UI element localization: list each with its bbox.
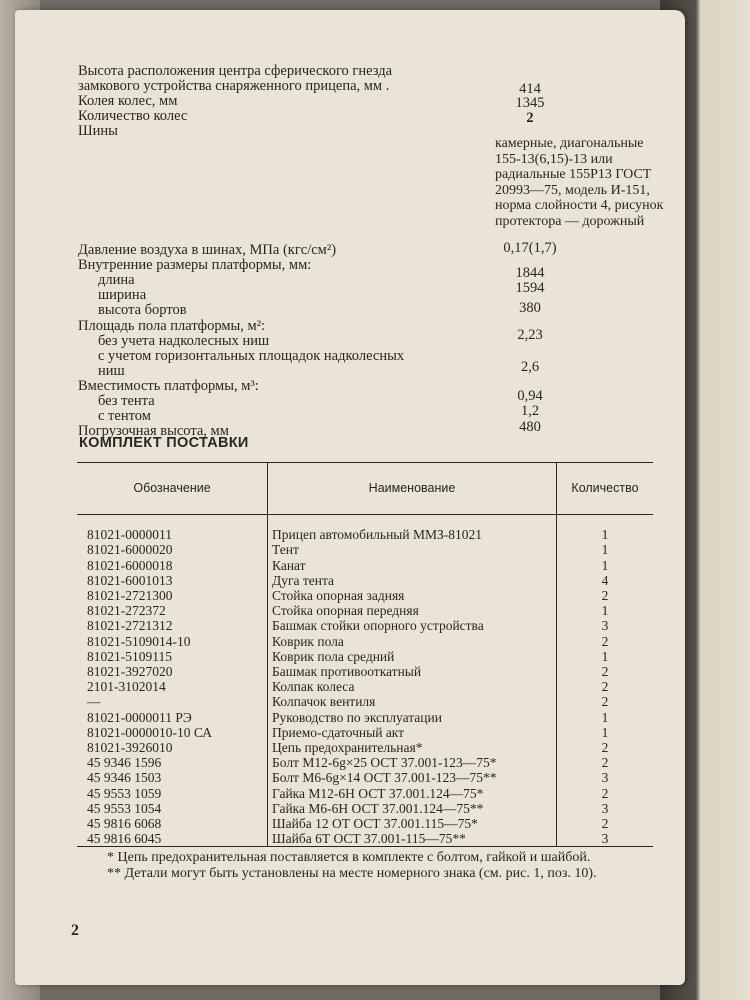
cell-code: 81021-6000020 <box>77 542 268 557</box>
cell-name: Канат <box>272 557 306 573</box>
spec-label: ниш <box>98 363 125 379</box>
cell-qty: 1 <box>557 725 654 740</box>
cell-qty: 1 <box>557 558 654 573</box>
table-row <box>77 603 653 618</box>
spec-value: 0,94 <box>517 388 543 404</box>
table-row <box>77 588 653 603</box>
cell-name: Стойка опорная передняя <box>272 603 419 619</box>
cell-code: 81021-3926010 <box>77 740 268 755</box>
table-row <box>77 634 653 649</box>
cell-code: 81021-5109014-10 <box>77 634 268 649</box>
table-row <box>77 573 653 588</box>
table-row <box>77 558 653 573</box>
spec-value: 1,2 <box>520 403 540 419</box>
cell-code: 2101-3102014 <box>77 679 268 694</box>
cell-qty: 1 <box>557 649 654 664</box>
tires-description: камерные, диагональные 155-13(6,15)-13 или радиальные 155Р13 ГОСТ 20993—75, модель И-151, норма слойности 4, рисунок протектора — дорожный <box>495 136 664 229</box>
table-row <box>77 664 653 679</box>
cell-name: Дуга тента <box>272 572 335 588</box>
cell-name: Болт М6-6g×14 ОСТ 37.001-123—75** <box>272 770 497 786</box>
cell-qty: 3 <box>557 770 654 785</box>
cell-code: 81021-6000018 <box>77 558 268 573</box>
cell-code: 81021-0000010-10 СА <box>77 725 268 740</box>
table-row <box>77 710 653 725</box>
table-row <box>77 542 653 557</box>
cell-code: 45 9346 1596 <box>77 755 268 770</box>
table-row <box>77 649 653 664</box>
column-header-name: Наименование <box>268 463 557 515</box>
page-number: 2 <box>71 922 79 939</box>
spec-label: без тента <box>98 393 155 409</box>
cell-code: 81021-2721300 <box>77 588 268 603</box>
cell-qty: 2 <box>557 755 654 770</box>
spec-label: с тентом <box>98 408 151 424</box>
cell-code: 45 9553 1059 <box>77 786 268 801</box>
cell-qty: 2 <box>557 634 654 649</box>
table-row <box>77 679 653 694</box>
table-row <box>77 740 653 755</box>
cell-qty: 2 <box>557 588 654 603</box>
spec-label: Колея колес, мм <box>78 93 178 109</box>
cell-qty: 4 <box>557 573 654 588</box>
table-row <box>77 786 653 801</box>
table-row <box>77 725 653 740</box>
spec-label: замкового устройства снаряженного прицепа, мм . <box>78 78 390 94</box>
spec-value: 2,6 <box>520 359 540 375</box>
spec-label: Погрузочная высота, мм <box>78 423 229 439</box>
table-row <box>77 515 653 543</box>
cell-name: Цепь предохранительная* <box>272 740 423 756</box>
cell-name: Башмак противооткатный <box>272 664 422 680</box>
spec-value: 380 <box>519 300 541 316</box>
table-row <box>77 618 653 633</box>
cell-name: Болт М12-6g×25 ОСТ 37.001-123—75* <box>272 755 497 771</box>
cell-qty: 2 <box>557 679 654 694</box>
cell-qty: 2 <box>557 664 654 679</box>
kit-table <box>77 462 653 847</box>
cell-name: Колпачок вентиля <box>272 694 376 710</box>
spec-label: Шины <box>78 123 118 139</box>
cell-qty: 2 <box>557 816 654 831</box>
column-header-code: Обозначение <box>77 463 268 515</box>
spec-label: Количество колес <box>78 108 188 124</box>
spec-label: высота бортов <box>98 302 187 318</box>
cell-code: 81021-3927020 <box>77 664 268 679</box>
spec-label: с учетом горизонтальных площадок надколесных <box>98 348 405 364</box>
spec-value: 0,17(1,7) <box>503 240 557 256</box>
cell-qty: 1 <box>557 710 654 725</box>
kit-table-header <box>77 463 653 515</box>
kit-heading: КОМПЛЕКТ ПОСТАВКИ <box>79 435 249 451</box>
footnote-1: * Цепь предохранительная поставляется в комплекте с болтом, гайкой и шайбой. <box>107 850 591 865</box>
cell-name: Стойка опорная задняя <box>272 588 405 604</box>
footnotes <box>77 850 617 882</box>
cell-code: — <box>77 694 268 709</box>
cell-name: Шайба 6Т ОСТ 37.001-115—75** <box>272 831 466 847</box>
cell-name: Колпак колеса <box>272 679 355 695</box>
spec-label: Высота расположения центра сферического гнезда <box>78 63 393 79</box>
cell-code: 81021-0000011 <box>77 515 268 543</box>
spec-value: 1345 <box>515 95 545 111</box>
table-row <box>77 816 653 831</box>
table-row <box>77 770 653 785</box>
footnote-2: ** Детали могут быть установлены на месте номерного знака (см. рис. 1, поз. 10). <box>107 866 597 881</box>
spec-value: 2 <box>526 110 534 126</box>
cell-name: Прицеп автомобильный ММЗ-81021 <box>272 527 482 543</box>
cell-code: 45 9553 1054 <box>77 801 268 816</box>
cell-name: Гайка М6-6Н ОСТ 37.001.124—75** <box>272 800 484 816</box>
table-row <box>77 831 653 847</box>
cell-name: Гайка М12-6Н ОСТ 37.001.124—75* <box>272 785 484 801</box>
table-row <box>77 755 653 770</box>
cell-name: Шайба 12 ОТ ОСТ 37.001.115—75* <box>272 816 478 832</box>
spec-value: 1594 <box>515 280 545 296</box>
spec-label: Площадь пола платформы, м²: <box>78 318 266 334</box>
cell-qty: 1 <box>557 515 654 543</box>
spec-label: Вместимость платформы, м³: <box>78 378 259 394</box>
cell-name: Приемо-сдаточный акт <box>272 724 405 740</box>
cell-qty: 2 <box>557 740 654 755</box>
cell-name: Тент <box>272 542 299 558</box>
spec-value: 480 <box>519 419 541 435</box>
cell-qty: 3 <box>557 831 654 847</box>
spec-value: 414 <box>519 81 541 97</box>
spec-value: 2,23 <box>517 327 543 343</box>
cell-code: 45 9816 6068 <box>77 816 268 831</box>
document-page <box>15 10 685 985</box>
kit-table-body <box>77 515 653 847</box>
cell-code: 81021-0000011 РЭ <box>77 710 268 725</box>
spec-value: 1844 <box>515 265 545 281</box>
cell-qty: 3 <box>557 801 654 816</box>
spec-label: ширина <box>98 287 147 303</box>
cell-name: Башмак стойки опорного устройства <box>272 618 484 634</box>
cell-qty: 1 <box>557 542 654 557</box>
cell-name: Коврик пола средний <box>272 648 395 664</box>
spec-label: Внутренние размеры платформы, мм: <box>78 257 312 273</box>
column-header-qty: Количество <box>557 463 654 515</box>
cell-code: 81021-5109115 <box>77 649 268 664</box>
cell-qty: 1 <box>557 603 654 618</box>
cell-code: 81021-6001013 <box>77 573 268 588</box>
cell-code: 45 9346 1503 <box>77 770 268 785</box>
spec-label: Давление воздуха в шинах, МПа (кгс/см²) <box>78 242 337 258</box>
cell-qty: 3 <box>557 618 654 633</box>
cell-name: Коврик пола <box>272 633 344 649</box>
cell-code: 45 9816 6045 <box>77 831 268 847</box>
spec-label: длина <box>98 272 135 288</box>
spec-label: без учета надколесных ниш <box>98 333 270 349</box>
cell-qty: 2 <box>557 694 654 709</box>
cell-code: 81021-272372 <box>77 603 268 618</box>
table-row <box>77 801 653 816</box>
table-row <box>77 694 653 709</box>
cell-qty: 2 <box>557 786 654 801</box>
cell-code: 81021-2721312 <box>77 618 268 633</box>
cell-name: Руководство по эксплуатации <box>272 709 442 725</box>
